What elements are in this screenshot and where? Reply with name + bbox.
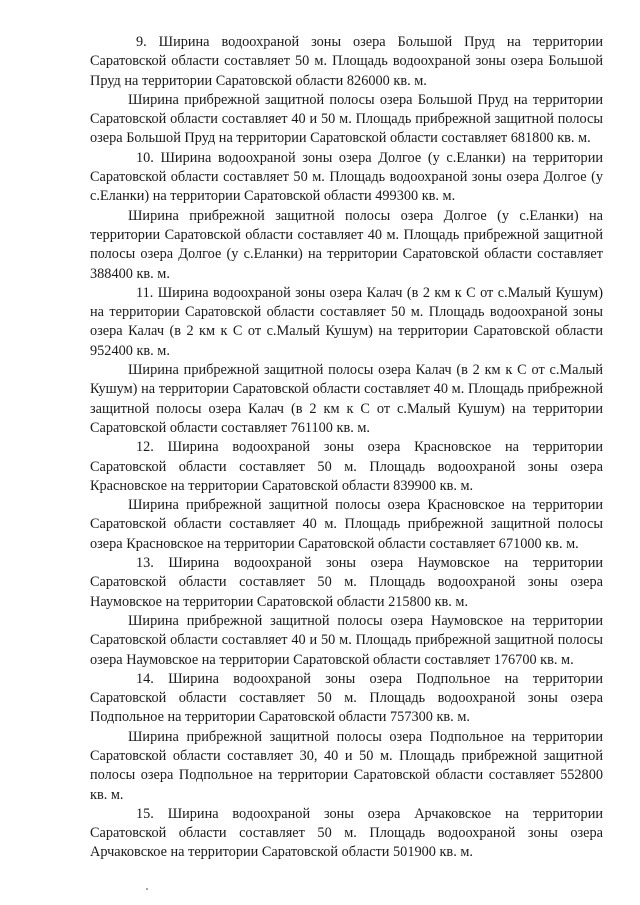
document-body — [90, 33, 603, 863]
paragraph-lake-13-strip: Ширина прибрежной защитной полосы озера Наумовское на территории Саратовской области составляет 40 и 50 м. Площадь прибрежной защитной полосы озера Наумовское на территории Саратовской области составляет 176700 кв. м. — [90, 612, 603, 668]
paragraph-lake-13-zone: 13. Ширина водоохраной зоны озера Наумовское на территории Саратовской области составляет 50 м. Площадь водоохраной зоны озера Наумовское на территории Саратовской области 215800 кв. м. — [90, 555, 603, 610]
paragraph-lake-10-zone: 10. Ширина водоохраной зоны озера Долгое (у с.Еланки) на территории Саратовской области составляет 50 м. Площадь водоохраной зоны озера Долгое (у с.Еланки) на территории Саратовской области 499300 кв. м. — [90, 149, 603, 205]
paragraph-lake-12-zone: 12. Ширина водоохраной зоны озера Красновское на территории Саратовской области составляет 50 м. Площадь водоохраной зоны озера Красновское на территории Саратовской области 839900 кв. м. — [90, 439, 603, 494]
paragraph-lake-11-zone: 11. Ширина водоохраной зоны озера Калач (в 2 км к С от с.Малый Кушум) на территории Саратовской области составляет 50 м. Площадь водоохраной зоны озера Калач (в 2 км к С от с.Малый Кушум) на территории Саратовской области 952400 кв. м. — [90, 284, 603, 359]
paragraph-lake-10-strip: Ширина прибрежной защитной полосы озера Долгое (у с.Еланки) на территории Саратовской области составляет 40 м. Площадь прибрежной защитной полосы озера Долгое (у с.Еланки) на территории Саратовской области составляет 388400 кв. м. — [90, 207, 603, 282]
paragraph-lake-12-strip: Ширина прибрежной защитной полосы озера Красновское на территории Саратовской области составляет 40 м. Площадь прибрежной защитной полосы озера Красновское на территории Саратовской области составляет 671000 кв. м. — [90, 497, 603, 552]
paragraph-lake-14-strip: Ширина прибрежной защитной полосы озера Подпольное на территории Саратовской области составляет 30, 40 и 50 м. Площадь прибрежной защитной полосы озера Подпольное на территории Саратовской области составляет 552800 кв. м. — [90, 728, 603, 803]
paragraph-lake-9-zone: 9. Ширина водоохраной зоны озера Большой Пруд на территории Саратовской области составляет 50 м. Площадь водоохраной зоны озера Большой Пруд на территории Саратовской области 826000 кв. м. — [90, 34, 603, 89]
scan-speck — [146, 888, 148, 890]
paragraph-lake-14-zone: 14. Ширина водоохраной зоны озера Подпольное на территории Саратовской области составляет 50 м. Площадь водоохраной зоны озера Подпольное на территории Саратовской области 757300 кв. м. — [90, 670, 603, 726]
paragraph-lake-15-zone: 15. Ширина водоохраной зоны озера Арчаковское на территории Саратовской области составляет 50 м. Площадь водоохраной зоны озера Арчаковское на территории Саратовской области 501900 кв. м. — [90, 805, 603, 861]
paragraph-lake-11-strip: Ширина прибрежной защитной полосы озера Калач (в 2 км к С от с.Малый Кушум) на территории Саратовской области составляет 40 м. Площадь прибрежной защитной полосы озера Калач (в 2 км к С от с.Малый Кушум) на территории Саратовской области составляет 761100 кв. м. — [90, 362, 603, 436]
paragraph-lake-9-strip: Ширина прибрежной защитной полосы озера Большой Пруд на территории Саратовской области составляет 40 и 50 м. Площадь прибрежной защитной полосы озера Большой Пруд на территории Саратовской области составляет 681800 кв. м. — [90, 91, 603, 147]
